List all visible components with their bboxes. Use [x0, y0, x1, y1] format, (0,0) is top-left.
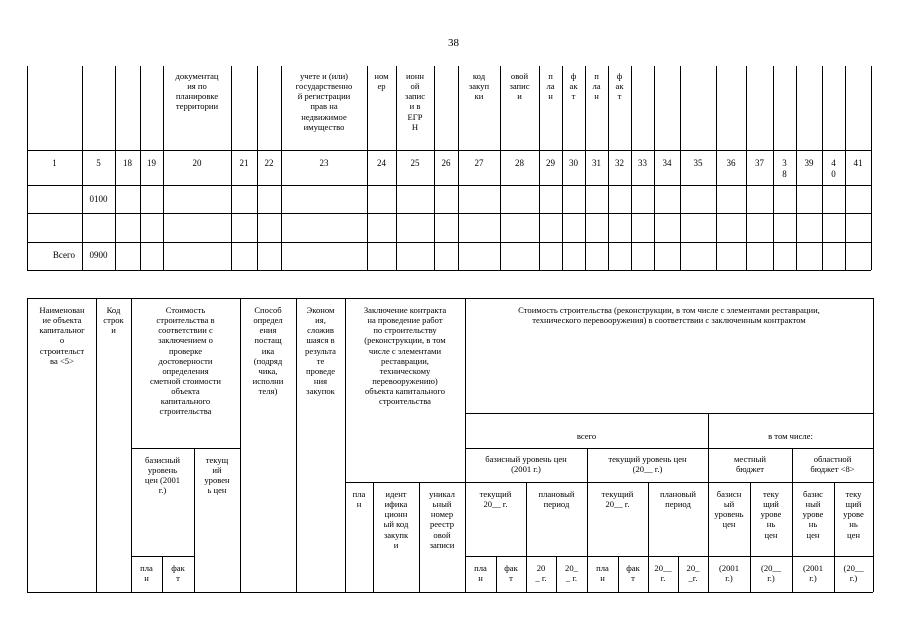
header-cost-basis: базисный уровень цен (2001 г.): [144, 455, 181, 496]
row-code: 0100: [89, 194, 108, 204]
year-cell: 20_ _г.: [686, 563, 700, 584]
header-regional-basis: базис ный урове нь цен: [802, 489, 824, 540]
year-cell: 20 _ г.: [535, 563, 547, 584]
header-egrn-record: ионн ой запис и в ЕГР Н: [404, 71, 426, 132]
col-num: 39: [804, 158, 814, 168]
col-num: 1: [52, 158, 57, 168]
fact-cell: фак т: [504, 563, 518, 584]
header-construction-cost: Стоимость строительства в соответствии с заключением о проверке достоверности определения сметной стоимости объекта капитального строительства: [150, 305, 221, 417]
header-fact-2: ф ак т: [615, 71, 624, 102]
header-basis-level: базисный уровень цен (2001 г.): [485, 454, 567, 475]
col-num: 37: [755, 158, 764, 168]
header-supplier-method: Способ определ ения постащ ика (подряд чика, исполни теля): [252, 305, 284, 397]
header-registry-record: овой запис и: [509, 71, 530, 102]
header-current-level: текущий уровень цен (20__ г.): [608, 454, 687, 475]
header-planned-period-1: плановый период: [538, 489, 575, 510]
plan-cell: пла н: [596, 563, 609, 584]
header-cost-by-contract: Стоимость строительства (реконструкции, в том числе с элементами реставрации, технического перевооружения) в соответствии с заключенным контрактом: [518, 305, 820, 326]
header-row-code: Код строк и: [103, 305, 124, 336]
col-num: 41: [853, 158, 863, 168]
year-cell: (2001 г.): [802, 563, 824, 584]
header-contract-id: идент ифика ционн ый код закупк и: [383, 489, 409, 550]
fact-cell: фак т: [626, 563, 640, 584]
header-local-budget: местный бюджет: [733, 454, 766, 475]
row-code: 0900: [89, 250, 108, 260]
page-number: 38: [448, 37, 459, 49]
header-contract: Заключение контракта на проведение работ по строительству (реконструкции, в том числе с элементами реставрации, техническому перевооружению) объекта капитального строительства: [363, 305, 447, 407]
header-local-current: теку щий урове нь цен: [760, 489, 782, 540]
header-purchase-code: код закуп ки: [468, 71, 490, 102]
col-num: 34: [662, 158, 672, 168]
header-planning-docs: документац ия по планировке территории: [175, 71, 219, 112]
col-num: 23: [319, 158, 329, 168]
header-current-year-2: текущий 20__ г.: [601, 489, 634, 510]
row-code: [82, 221, 115, 223]
header-cost-fact: фак т: [171, 563, 185, 584]
header-fact-1: ф ак т: [569, 71, 578, 102]
col-num: 24: [377, 158, 386, 168]
col-num: 3 8: [782, 158, 787, 179]
header-number: ном ер: [374, 71, 389, 92]
header-contract-plan: пла н: [352, 489, 366, 510]
plan-cell: пла н: [474, 563, 487, 584]
col-num: 36: [726, 158, 736, 168]
col-num: 33: [638, 158, 647, 168]
col-num: 18: [123, 158, 132, 168]
col-num: 35: [693, 158, 703, 168]
header-including: в том числе:: [768, 431, 813, 441]
year-cell: 20__ г.: [654, 563, 672, 584]
year-cell: (20__ г.): [760, 563, 782, 584]
total-label: Всего: [52, 250, 75, 260]
header-regional-current: теку щий урове нь цен: [843, 489, 864, 540]
col-num: 27: [474, 158, 484, 168]
header-planned-period-2: плановый период: [659, 489, 697, 510]
col-num: 19: [147, 158, 156, 168]
header-cost-current: текущ ий уровен ь цен: [204, 455, 230, 496]
header-savings: Эконом ия, сложив шаяся в результа те проведе ния закупок: [305, 305, 336, 397]
header-plan-1: п ла н: [546, 71, 555, 102]
col-num: 28: [515, 158, 524, 168]
col-num: 30: [569, 158, 578, 168]
header-local-basis: базисн ый уровень цен: [714, 489, 744, 530]
col-num: 5: [96, 158, 101, 168]
col-num: 22: [264, 158, 274, 168]
col-num: 29: [546, 158, 555, 168]
year-cell: (2001 г.): [718, 563, 740, 584]
year-cell: 20_ _ г.: [565, 563, 578, 584]
col-num: 25: [410, 158, 420, 168]
header-rights-registration: учете и (или) государственно й регистрации прав на недвижимое имущество: [295, 71, 353, 132]
col-num: 32: [615, 158, 624, 168]
header-cost-plan: пла н: [140, 563, 153, 584]
header-total: всего: [576, 431, 597, 441]
header-current-year-1: текущий 20__ г.: [479, 489, 512, 510]
header-plan-2: п ла н: [592, 71, 601, 102]
col-num: 31: [592, 158, 601, 168]
col-num: 4 0: [831, 158, 836, 179]
header-object-name: Наименован ие объекта капитальног о строительст ва <5>: [39, 305, 85, 366]
header-regional-budget: областной бюджет <8>: [810, 454, 855, 475]
col-num: 21: [239, 158, 249, 168]
col-num: 20: [192, 158, 202, 168]
year-cell: (20__ г.): [843, 563, 864, 584]
header-contract-unique: уникал ьный номер реестр овой записи: [429, 489, 455, 550]
col-num: 26: [441, 158, 451, 168]
